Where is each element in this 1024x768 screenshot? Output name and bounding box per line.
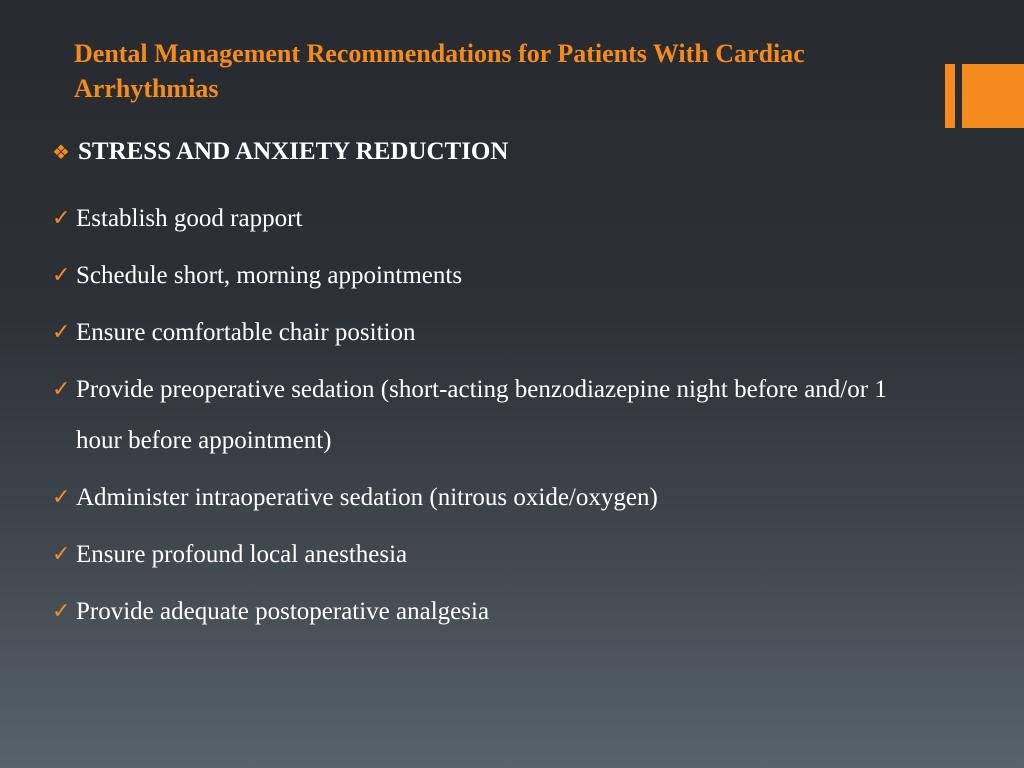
list-item-text: Administer intraoperative sedation (nitrous oxide/oxygen) bbox=[76, 484, 658, 511]
accent-bar-thin bbox=[945, 64, 955, 128]
checkmark-icon: ✓ bbox=[52, 485, 71, 510]
checkmark-icon: ✓ bbox=[52, 320, 71, 345]
section-heading bbox=[52, 136, 932, 168]
list-item-text: Provide adequate postoperative analgesia bbox=[76, 598, 490, 625]
list-item-text: Provide preoperative sedation (short-acting benzodiazepine night before and/or 1 hour before appointment) bbox=[76, 376, 887, 454]
list-item bbox=[52, 586, 932, 637]
slide-title: Dental Management Recommendations for Patients With Cardiac Arrhythmias bbox=[74, 39, 805, 103]
list-item bbox=[52, 307, 932, 358]
list-item bbox=[52, 193, 932, 244]
list-item bbox=[52, 472, 932, 523]
diamond-bullet-icon: ❖ bbox=[52, 140, 70, 164]
list-item bbox=[52, 529, 932, 580]
list-item-text: Schedule short, morning appointments bbox=[76, 262, 463, 289]
checkmark-icon: ✓ bbox=[52, 542, 71, 567]
list-item-text: Establish good rapport bbox=[76, 205, 303, 232]
accent-bar-thick bbox=[962, 64, 1024, 128]
slide-content bbox=[52, 136, 932, 643]
section-heading-label: STRESS AND ANXIETY REDUCTION bbox=[78, 138, 509, 165]
recommendation-list bbox=[52, 193, 932, 637]
checkmark-icon: ✓ bbox=[52, 263, 71, 288]
checkmark-icon: ✓ bbox=[52, 377, 71, 402]
list-item-text: Ensure comfortable chair position bbox=[76, 319, 416, 346]
list-item bbox=[52, 250, 932, 301]
checkmark-icon: ✓ bbox=[52, 206, 71, 231]
checkmark-icon: ✓ bbox=[52, 599, 71, 624]
list-item-text: Ensure profound local anesthesia bbox=[76, 541, 408, 568]
list-item bbox=[52, 364, 932, 466]
